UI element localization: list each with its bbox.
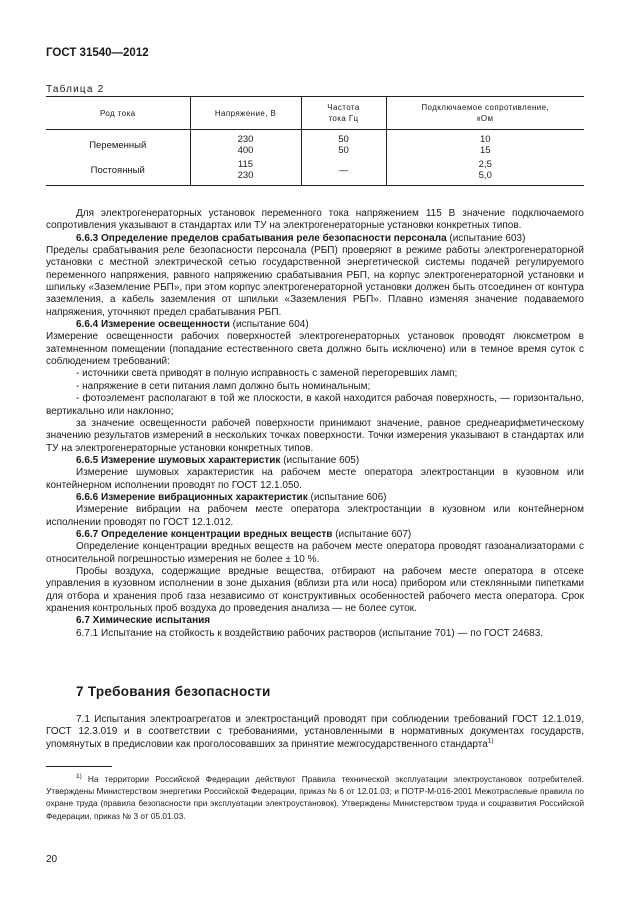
table-2 bbox=[46, 96, 584, 186]
section-6-6-3: 6.6.3 Определение пределов срабатывания реле безопасности персонала (испытание 603) bbox=[76, 232, 526, 244]
paragraph: Определение концентрации вредных веществ на рабочем месте оператора проводят газоанализаторами с относительной погрешностью измерения не более ± 10 %. bbox=[46, 541, 584, 565]
paragraph: Пределы срабатывания реле безопасности персонала (РБП) проверяют в режиме работы электрогенераторной установки с местной электрической сетью государственной энергетической системы подачей регулируемого переменного напряжения, равного напряжению срабатывания РБП, на корпус электрогенераторной установки и шпильку «Заземление РБП», при этом корпус электрогенераторной установки должен быть отсоединен от контура заземления, а кабель заземления от шпильки «Заземления РБП». Плавно изменяя значение подаваемого напряжения, уточняют предел срабатывания РБП. bbox=[46, 245, 584, 318]
footnote-ref: 1) bbox=[487, 737, 494, 745]
table-row bbox=[46, 157, 584, 186]
paragraph: 7.1 Испытания электроагрегатов и электростанций проводят при соблюдении требований ГОСТ 12.1.019, ГОСТ 12.3.019 и в соответствии с требованиями, установленными в нормативных документах государств, упомянутых в предисловии как проголосовавших за принятие межгосударственного стандарта$^{1)}$ bbox=[46, 714, 584, 750]
cell-resistance: 2,5 5,0 bbox=[386, 157, 584, 186]
footnote-divider bbox=[46, 766, 112, 767]
paragraph: 6.7.1 Испытание на стойкость к воздействию рабочих растворов (испытание 701) — по ГОСТ 24683. bbox=[76, 627, 544, 639]
table-header-row bbox=[46, 97, 584, 130]
section-6-7: 6.7 Химические испытания bbox=[76, 615, 211, 627]
header-current-type: Род тока bbox=[46, 97, 190, 130]
section-7-title: 7 Требования безопасности bbox=[76, 684, 271, 699]
header-resistance: Подключаемое сопротивление, кОм bbox=[386, 97, 584, 130]
list-item: - источники света приводят в полную исправность с заменой перегоревших ламп; bbox=[76, 368, 458, 380]
footnote bbox=[46, 773, 584, 822]
list-item: - напряжение в сети питания ламп должно быть номинальным; bbox=[76, 380, 371, 392]
section-7-text bbox=[46, 714, 584, 751]
paragraph: Для электрогенераторных установок переменного тока напряжением 115 В значение подключаемого сопротивления указывают в стандартах или ТУ на электрогенераторные установки конкретных типов. bbox=[46, 208, 584, 232]
paragraph: Измерение шумовых характеристик на рабочем месте оператора электростанции в кузовном или контейнерном исполнении проводят по ГОСТ 12.1.050. bbox=[46, 467, 584, 491]
section-6-6-5: 6.6.5 Измерение шумовых характеристик (испытание 605) bbox=[76, 454, 360, 466]
cell-voltage: 230 400 bbox=[190, 130, 301, 158]
paragraph: Измерение освещенности рабочих поверхностей электрогенераторных установок проводят люксметром в затемненном помещении (попадание естественного света должно быть исключено) или в темное время суток с соблюдением требований: bbox=[46, 331, 584, 368]
cell-voltage: 115 230 bbox=[190, 157, 301, 186]
page-number: 20 bbox=[46, 854, 58, 865]
cell-frequency: — bbox=[301, 157, 386, 186]
section-6-6-6: 6.6.6 Измерение вибрационных характеристик (испытание 606) bbox=[76, 491, 387, 503]
footnote-mark: 1) bbox=[76, 773, 82, 781]
document-header: ГОСТ 31540—2012 bbox=[46, 47, 149, 59]
table-row bbox=[46, 130, 584, 158]
cell-frequency: 50 50 bbox=[301, 130, 386, 158]
paragraph: за значение освещенности рабочей поверхности принимают значение, равное среднеарифметическому значению результатов измерений в нескольких точках поверхности. Точки измерения указывают в стандартах или ТУ на электрогенераторные установки конкретных типов. bbox=[46, 417, 584, 454]
cell-type: Постоянный bbox=[46, 157, 190, 186]
body-text bbox=[46, 208, 584, 640]
table-caption: Таблица 2 bbox=[46, 84, 105, 95]
section-6-6-7: 6.6.7 Определение концентрации вредных веществ (испытание 607) bbox=[76, 528, 412, 540]
paragraph: Пробы воздуха, содержащие вредные вещества, отбирают на рабочем месте оператора в отсеке управления в кузовном исполнении в зоне дыхания (вблизи рта или носа) прибором или стеклянными пипетками для отбора и хранения проб газа независимо от конструктивных особенностей рабочего места оператора. Срок хранения контрольных проб воздуха до проведения анализа — не более суток. bbox=[46, 565, 584, 614]
cell-type: Переменный bbox=[89, 139, 147, 151]
list-item: - фотоэлемент располагают в той же плоскости, в какой находится рабочая поверхность, — горизонтально, вертикально или наклонно; bbox=[46, 393, 584, 417]
footnote-text: На территории Российской Федерации действуют Правила технической эксплуатации электроустановок потребителей. Утверждены Министерством энергетики Российской Федерации, приказ № 6 от 12.01.03; и ПОТР-М-016-2001 Межотраслевые правила по охране труда (правила безопасности при эксплуатации электроустановок). Утверждены Министерством труда и соцразвития Российской Федерации, приказ № 3 от 05.01.03. bbox=[46, 774, 584, 821]
header-voltage: Напряжение, В bbox=[190, 97, 301, 130]
cell-resistance: 10 15 bbox=[386, 130, 584, 158]
section-6-6-4: 6.6.4 Измерение освещенности (испытание 604) bbox=[76, 319, 309, 331]
paragraph: Измерение вибрации на рабочем месте оператора электростанции в кузовном или контейнерном исполнении проводят по ГОСТ 12.1.012. bbox=[46, 504, 584, 528]
header-frequency: Частота тока Гц bbox=[301, 97, 386, 130]
